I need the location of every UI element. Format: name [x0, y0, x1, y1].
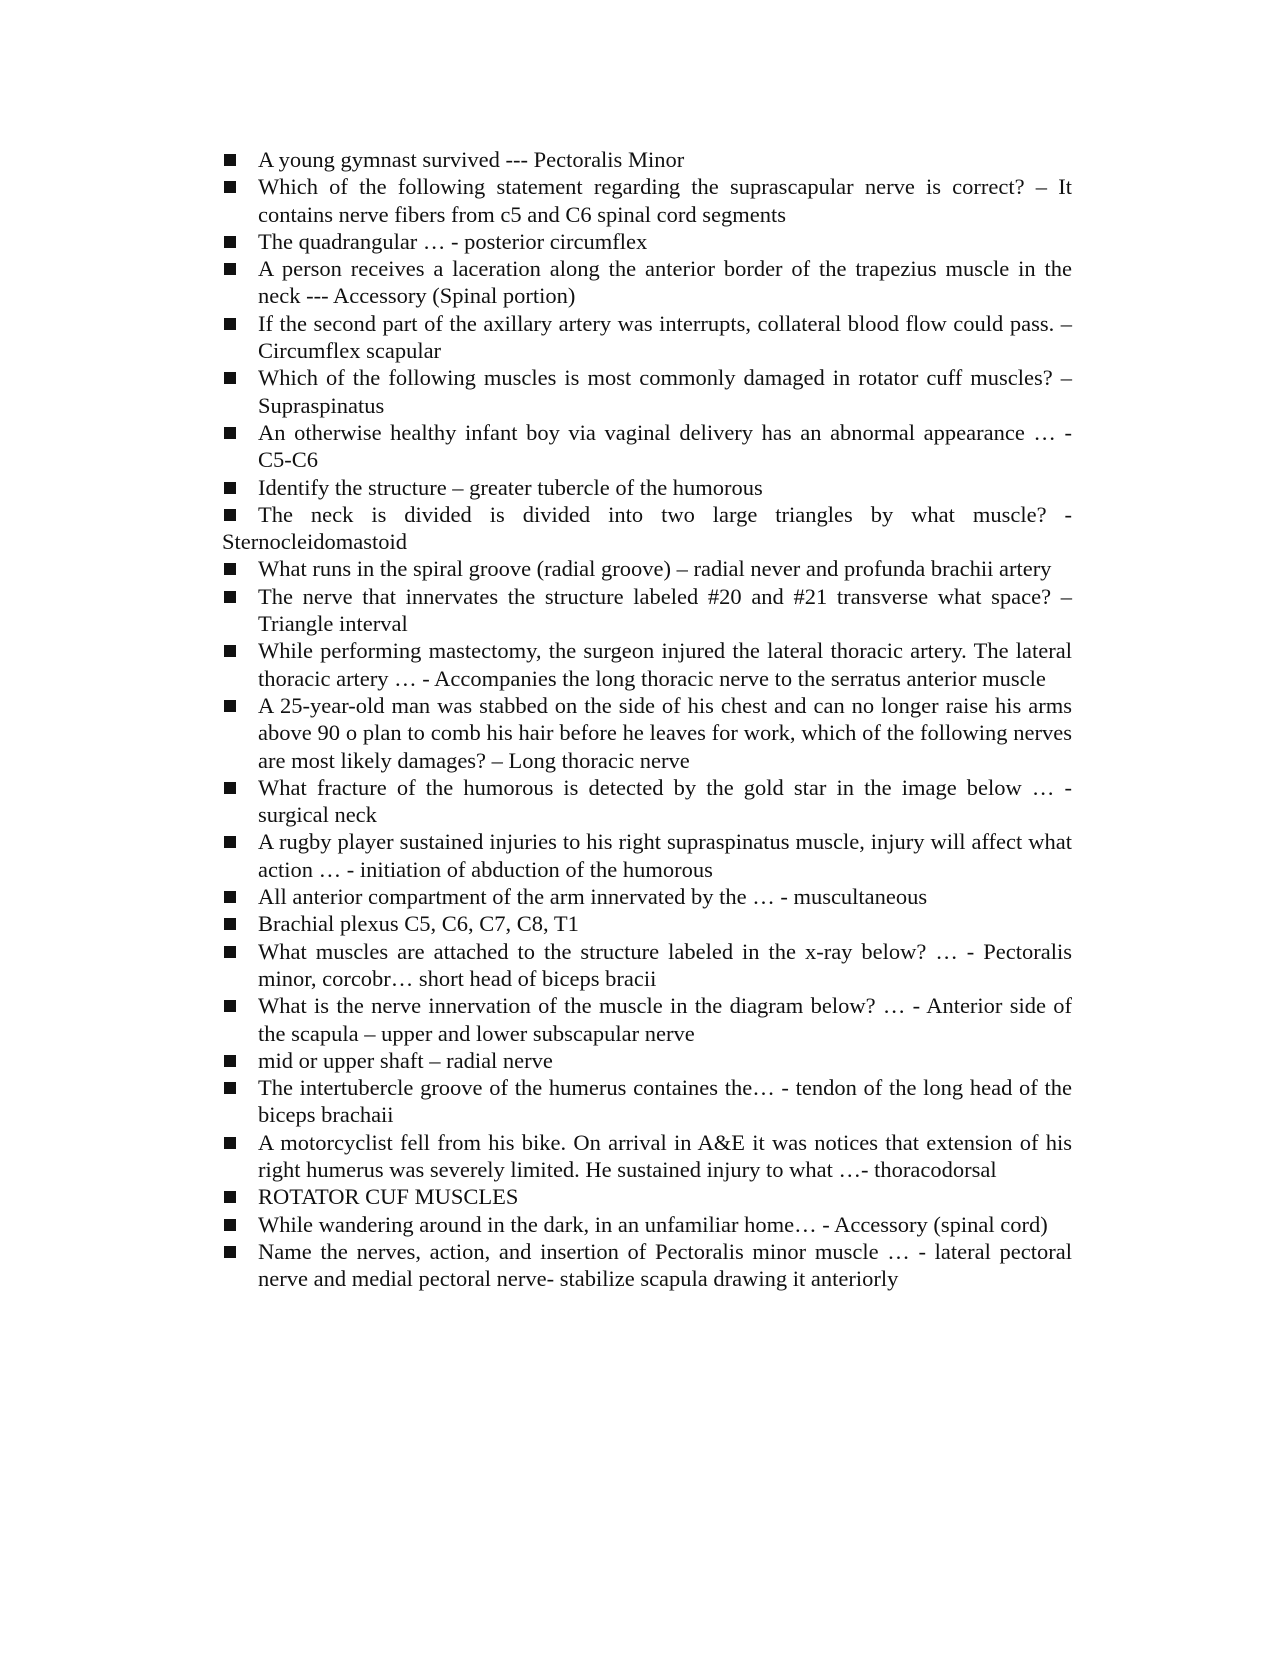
list-item — [222, 692, 1072, 774]
list-item-text: If the second part of the axillary artery was interrupts, collateral blood flow could pass. – Circumflex scapular — [258, 310, 1072, 364]
list-item — [222, 228, 1072, 255]
list-item-text: What fracture of the humorous is detected by the gold star in the image below … - surgical neck — [258, 774, 1072, 828]
list-item-text: A 25-year-old man was stabbed on the side of his chest and can no longer raise his arms above 90 o plan to comb his hair before he leaves for work, which of the following nerves are most likely damages? – Long thoracic nerve — [258, 692, 1072, 773]
list-item — [222, 828, 1072, 883]
list-item — [222, 1074, 1072, 1129]
list-item — [222, 910, 1072, 937]
list-item-text: Which of the following statement regarding the suprascapular nerve is correct? – It contains nerve fibers from c5 and C6 spinal cord segments — [258, 174, 1072, 227]
list-item — [222, 310, 1072, 365]
list-item-text: Identify the structure – greater tubercle of the humorous — [258, 474, 763, 500]
list-item-text: What muscles are attached to the structure labeled in the x-ray below? … - Pectoralis minor, corcobr… short head of biceps bracii — [258, 938, 1072, 991]
list-item-text: A motorcyclist fell from his bike. On arrival in A&E it was notices that extension of his right humerus was severely limited. He sustained injury to what …- thoracodorsal — [258, 1129, 1072, 1182]
list-item — [222, 583, 1072, 638]
list-item — [222, 146, 1072, 173]
bullet-list — [222, 146, 1072, 1292]
list-item-text: Brachial plexus C5, C6, C7, C8, T1 — [258, 911, 579, 937]
list-item-text: The nerve that innervates the structure labeled #20 and #21 transverse what space? – Triangle interval — [258, 583, 1072, 637]
list-item-text: Name the nerves, action, and insertion of Pectoralis minor muscle … - lateral pectoral nerve and medial pectoral nerve- stabilize scapula drawing it anteriorly — [258, 1238, 1072, 1292]
list-item-text: The intertubercle groove of the humerus containes the… - tendon of the long head of the biceps brachaii — [258, 1075, 1072, 1128]
list-item-text: ROTATOR CUF MUSCLES — [258, 1184, 519, 1210]
list-item-text: A rugby player sustained injuries to his right supraspinatus muscle, injury will affect what action … - initiation of abduction of the humorous — [258, 829, 1072, 882]
list-item-text: The neck is divided is divided into two large triangles by what muscle? - Sternocleidomastoid — [222, 501, 1072, 555]
list-item — [222, 419, 1072, 474]
list-item — [222, 637, 1072, 692]
list-item-text: A young gymnast survived --- Pectoralis Minor — [258, 147, 685, 172]
list-item — [222, 1238, 1072, 1293]
list-item-text: A person receives a laceration along the anterior border of the trapezius muscle in the neck --- Accessory (Spinal portion) — [258, 256, 1072, 309]
list-item — [222, 364, 1072, 419]
list-item-text: mid or upper shaft – radial nerve — [258, 1047, 553, 1073]
list-item — [222, 774, 1072, 829]
list-item — [222, 992, 1072, 1047]
list-item-text: Which of the following muscles is most commonly damaged in rotator cuff muscles? – Supraspinatus — [258, 365, 1072, 418]
list-item — [222, 173, 1072, 228]
list-item-text: While performing mastectomy, the surgeon injured the lateral thoracic artery. The lateral thoracic artery … - Accompanies the long thoracic nerve to the serratus anterior muscle — [258, 638, 1072, 691]
list-item-text: What runs in the spiral groove (radial groove) – radial never and profunda brachii artery — [258, 556, 1052, 582]
list-item-text: An otherwise healthy infant boy via vaginal delivery has an abnormal appearance … - C5-C6 — [258, 419, 1072, 473]
list-item — [222, 883, 1072, 910]
list-item — [222, 1211, 1072, 1238]
list-item-text: All anterior compartment of the arm innervated by the … - muscultaneous — [258, 884, 928, 910]
list-item-text: What is the nerve innervation of the muscle in the diagram below? … - Anterior side of the scapula – upper and lower subscapular nerve — [258, 993, 1072, 1046]
list-item-text: While wandering around in the dark, in an unfamiliar home… - Accessory (spinal cord) — [258, 1211, 1048, 1237]
list-item — [222, 474, 1072, 501]
list-item-text: The quadrangular … - posterior circumflex — [258, 228, 648, 254]
list-item — [222, 1129, 1072, 1184]
list-item — [222, 1183, 1072, 1210]
list-item — [222, 1047, 1072, 1074]
list-item — [222, 555, 1072, 582]
list-item — [222, 501, 1072, 556]
list-item — [222, 255, 1072, 310]
list-item — [222, 938, 1072, 993]
